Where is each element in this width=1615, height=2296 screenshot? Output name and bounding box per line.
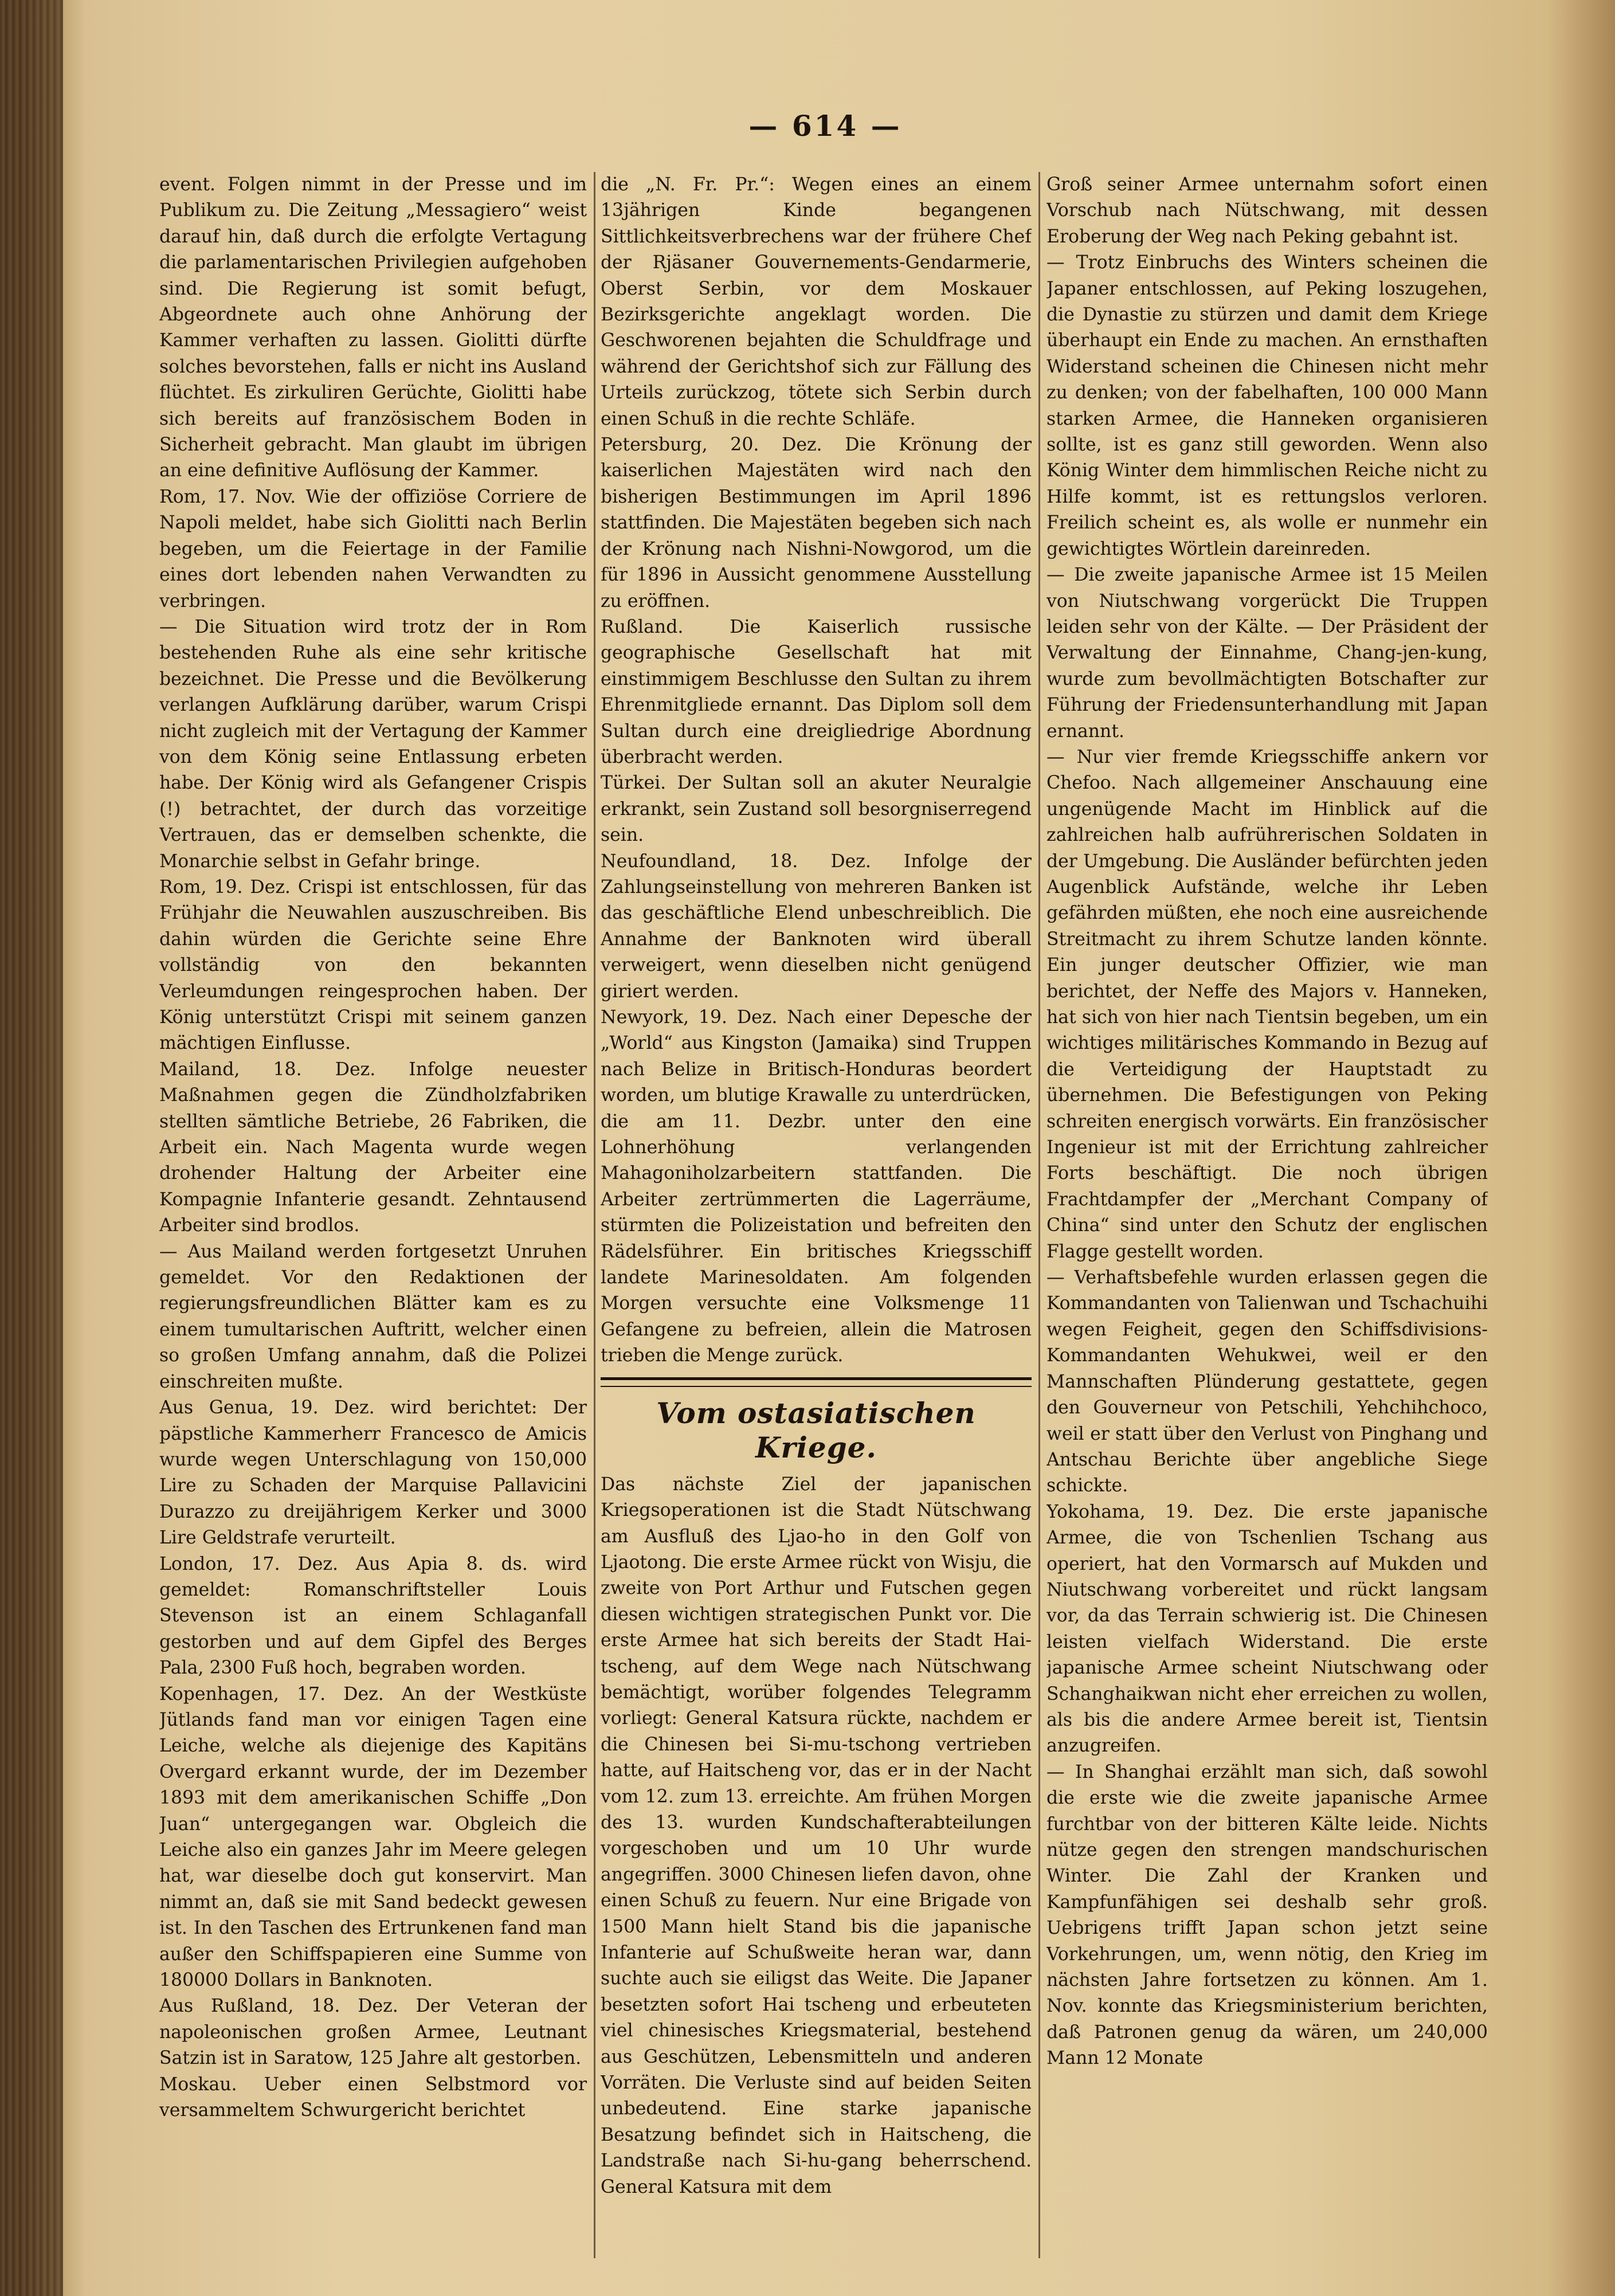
article-paragraph: Newyork, 19. Dez. Nach einer Depesche der „World“ aus Kingston (Jamaika) sind Truppen nach Belize in Britisch-Honduras beordert worden, um blutige Krawalle zu unterdrücken, die am 11. Dezbr. unter den eine Lohnerhöhung verlangenden Mahagoniholzarbeitern stattfanden. Die Arbeiter zertrümmerten die Lagerräume, stürmten die Polizeistation und befreiten den Rädelsführer. Ein britisches Kriegsschiff landete Marinesoldaten. Am folgenden Morgen versuchte eine Volksmenge 11 Gefangene zu befreien, allein die Matrosen trieben die Menge zurück.	[601, 1007, 1032, 1366]
article-paragraph: Kopenhagen, 17. Dez. An der Westküste Jütlands fand man vor einigen Tagen eine Leiche, welche als diejenige des Kapitäns Overgard erkannt wurde, der im Dezember 1893 mit dem amerikanischen Schiffe „Don Juan“ untergegangen war. Obgleich die Leiche also ein ganzes Jahr im Meere gelegen hat, war dieselbe doch gut konservirt. Man nimmt an, daß sie mit Sand bedeckt gewesen ist. In den Taschen des Ertrunkenen fand man außer den Schiffspapieren eine Summe von 180000 Dollars in Banknoten.	[159, 1683, 587, 1991]
article-paragraph: event. Folgen nimmt in der Presse und im Publikum zu. Die Zeitung „Messagiero“ weist darauf hin, daß durch die erfolgte Vertagung die parlamentarischen Privilegien aufgehoben sind. Die Regierung ist somit befugt, Abgeordnete auch ohne Anhörung der Kammer verhaften zu lassen. Giolitti dürfte solches bevorstehen, falls er nicht ins Ausland flüchtet. Es zirkuliren Gerüchte, Giolitti habe sich bereits auf französischem Boden in Sicherheit gebracht. Man glaubt im übrigen an eine definitive Auflösung der Kammer.	[159, 174, 587, 481]
article-paragraph: Das nächste Ziel der japanischen Kriegsoperationen ist die Stadt Nütschwang am Ausfluß des Ljao-ho in den Golf von Ljaotong. Die erste Armee rückt von Wisju, die zweite von Port Arthur und Futschen gegen diesen wichtigen strategischen Punkt vor. Die erste Armee hat sich bereits der Stadt Hai-tscheng, auf dem Wege nach Nütschwang bemächtigt, worüber folgendes Telegramm vorliegt: General Katsura rückte, nachdem er die Chinesen bei Si-mu-tschong vertrieben hatte, auf Haitscheng vor, das er in der Nacht vom 12. zum 13. erreichte. Am frühen Morgen des 13. wurden Kundschafterabteilungen vorgeschoben und um 10 Uhr wurde angegriffen. 3000 Chinesen liefen davon, ohne einen Schuß zu feuern. Nur eine Brigade von 1500 Mann hielt Stand bis die japanische Infanterie auf Schußweite heran war, dann suchte auch sie eiligst das Weite. Die Japaner besetzten sofort Hai tscheng und erbeuteten viel chinesisches Kriegsmaterial, bestehend aus Geschützen, Lebensmitteln und anderen Vorräten. Die Verluste sind auf beiden Seiten unbedeutend. Eine starke japanische Besatzung befindet sich in Haitscheng, die Landstraße nach Si-hu-gang beherrschend. General Katsura mit dem	[601, 1474, 1032, 2197]
article-paragraph: Moskau. Ueber einen Selbstmord vor versammeltem Schwurgericht berichtet	[159, 2074, 587, 2121]
column-rule	[594, 172, 595, 2258]
section-divider	[601, 1377, 1032, 1387]
article-paragraph: Neufoundland, 18. Dez. Infolge der Zahlungseinstellung von mehreren Banken ist das geschäftliche Elend unbeschreiblich. Die Annahme der Banknoten wird überall verweigert, wenn dieselben nicht genügend giriert werden.	[601, 851, 1032, 1002]
article-paragraph: London, 17. Dez. Aus Apia 8. ds. wird gemeldet: Romanschriftsteller Louis Stevenson ist an einem Schlaganfall gestorben und auf dem Gipfel des Berges Pala, 2300 Fuß hoch, begraben worden.	[159, 1553, 587, 1679]
article-paragraph: — Die zweite japanische Armee ist 15 Meilen von Niutschwang vorgerückt Die Truppen leiden sehr von der Kälte. — Der Präsident der Verwaltung der Einnahme, Chang-jen-kung, wurde zum bevollmächtigten Botschafter zur Führung der Friedensunterhandlung mit Japan ernannt.	[1046, 565, 1488, 742]
article-paragraph: Rom, 17. Nov. Wie der offiziöse Corriere de Napoli meldet, habe sich Giolitti nach Berlin begeben, um die Feiertage in der Familie eines dort lebenden nahen Verwandten zu verbringen.	[159, 486, 587, 612]
article-paragraph: Groß seiner Armee unternahm sofort einen Vorschub nach Nütschwang, mit dessen Eroberung der Weg nach Peking gebahnt ist.	[1046, 174, 1488, 247]
article-paragraph: — Aus Mailand werden fortgesetzt Unruhen gemeldet. Vor den Redaktionen der regierungsfreundlichen Blätter kam es zu einem tumultarischen Auftritt, welcher einen so großen Umfang annahm, daß die Polizei einschreiten mußte.	[159, 1241, 587, 1392]
section-headline: Vom ostasiatischen Kriege.	[656, 1396, 976, 1464]
article-paragraph: Aus Rußland, 18. Dez. Der Veteran der napoleonischen großen Armee, Leutnant Satzin ist in Saratow, 125 Jahre alt gestorben.	[159, 1996, 587, 2069]
column-left	[159, 172, 587, 2264]
book-spine	[0, 0, 63, 2296]
article-paragraph: Petersburg, 20. Dez. Die Krönung der kaiserlichen Majestäten wird nach den bisherigen Bestimmungen im April 1896 stattfinden. Die Majestäten begeben sich nach der Krönung nach Nishni-Nowgorod, um die für 1896 in Aussicht genommene Ausstellung zu eröffnen.	[601, 434, 1032, 612]
column-middle	[601, 172, 1032, 2264]
article-paragraph: — Die Situation wird trotz der in Rom bestehenden Ruhe als eine sehr kritische bezeichnet. Die Presse und die Bevölkerung verlangen Aufklärung darüber, warum Crispi nicht zugleich mit der Vertagung der Kammer von dem König seine Entlassung erbeten habe. Der König wird als Gefangener Crispis (!) betrachtet, der durch das vorzeitige Vertrauen, das er demselben schenkte, die Monarchie selbst in Gefahr bringe.	[159, 616, 587, 872]
page-number: — 614 —	[748, 109, 902, 143]
column-rule	[1038, 172, 1040, 2258]
article-paragraph: Rußland. Die Kaiserlich russische geographische Gesellschaft hat mit einstimmigem Beschlusse den Sultan zu ihrem Ehrenmitgliede ernannt. Das Diplom soll dem Sultan durch eine dreigliedrige Abordnung überbracht werden.	[601, 616, 1032, 767]
article-paragraph: — In Shanghai erzählt man sich, daß sowohl die erste wie die zweite japanische Armee furchtbar von der bitteren Kälte leide. Nichts nütze gegen den strengen mandschurischen Winter. Die Zahl der Kranken und Kampfunfähigen sei deshalb sehr groß. Uebrigens trifft Japan schon jetzt seine Vorkehrungen, um, wenn nötig, den Krieg im nächsten Jahre fortsetzen zu können. Am 1. Nov. konnte das Kriegsministerium berichten, daß Patronen genug da wären, um 240,000 Mann 12 Monate	[1046, 1761, 1488, 2069]
article-paragraph: Mailand, 18. Dez. Infolge neuester Maßnahmen gegen die Zündholzfabriken stellten sämtliche Betriebe, 26 Fabriken, die Arbeit ein. Nach Magenta wurde wegen drohender Haltung der Arbeiter eine Kompagnie Infanterie gesandt. Zehntausend Arbeiter sind brodlos.	[159, 1059, 587, 1236]
article-paragraph: Türkei. Der Sultan soll an akuter Neuralgie erkrankt, sein Zustand soll besorgniserregend sein.	[601, 773, 1032, 846]
article-paragraph: Rom, 19. Dez. Crispi ist entschlossen, für das Frühjahr die Neuwahlen auszuschreiben. Bis dahin würden die Gerichte seine Ehre vollständig von den bekannten Verleumdungen reingesprochen haben. Der König unterstützt Crispi mit seinem ganzen mächtigen Einflusse.	[159, 876, 587, 1054]
article-paragraph: — Nur vier fremde Kriegsschiffe ankern vor Chefoo. Nach allgemeiner Anschauung eine ungenügende Macht im Hinblick auf die zahlreichen halb aufrührerischen Soldaten in der Umgebung. Die Ausländer befürchten jeden Augenblick Aufstände, welche ihr Leben gefährden müßten, ehe noch eine ausreichende Streitmacht zu ihrem Schutze landen könnte. Ein junger deutscher Offizier, wie man berichtet, der Neffe des Majors v. Hanneken, hat sich von hier nach Tientsin begeben, um ein wichtiges militärisches Kommando in Bezug auf die Verteidigung der Hauptstadt zu übernehmen. Die Befestigungen von Peking schreiten energisch vorwärts. Ein französischer Ingenieur ist mit der Errichtung zahlreicher Forts beschäftigt. Die noch übrigen Frachtdampfer der „Merchant Company of China“ sind unter den Schutz der englischen Flagge gestellt worden.	[1046, 746, 1488, 1262]
article-paragraph: die „N. Fr. Pr.“: Wegen eines an einem 13jährigen Kinde begangenen Sittlichkeitsverbrechens war der frühere Chef der Rjäsaner Gouvernements-Gendarmerie, Oberst Serbin, vor dem Moskauer Bezirksgerichte angeklagt worden. Die Geschworenen bejahten die Schuldfrage und während der Gerichtshof sich zur Fällung des Urteils zurückzog, tötete sich Serbin durch einen Schuß in die rechte Schläfe.	[601, 174, 1032, 429]
article-paragraph: Aus Genua, 19. Dez. wird berichtet: Der päpstliche Kammerherr Francesco de Amicis wurde wegen Unterschlagung von 150,000 Lire zu Schaden der Marquise Pallavicini Durazzo zu dreijährigem Kerker und 3000 Lire Geldstrafe verurteilt.	[159, 1397, 587, 1549]
column-right	[1046, 172, 1488, 2264]
article-paragraph: — Verhaftsbefehle wurden erlassen gegen die Kommandanten von Talienwan und Tschachuihi wegen Feigheit, gegen den Schiffsdivisions-Kommandanten Wehukwei, weil er den Mannschaften Plünderung gestattete, gegen den Gouverneur von Petschili, Yehchihchoco, weil er statt über den Verlust von Pinghang und Antschau Berichte über angebliche Siege schickte.	[1046, 1267, 1488, 1496]
article-paragraph: — Trotz Einbruchs des Winters scheinen die Japaner entschlossen, auf Peking loszugehen, die Dynastie zu stürzen und damit dem Kriege überhaupt ein Ende zu machen. An ernsthaften Widerstand scheinen die Chinesen nicht mehr zu denken; von der fabelhaften, 100 000 Mann starken Armee, die Hanneken organisieren sollte, ist es ganz still geworden. Wenn also König Winter dem himmlischen Reiche nicht zu Hilfe kommt, ist es rettungslos verloren. Freilich scheint es, als wolle er nunmehr ein gewichtigtes Wörtlein dareinreden.	[1046, 252, 1488, 559]
article-paragraph: Yokohama, 19. Dez. Die erste japanische Armee, die von Tschenlien Tschang aus operiert, hat den Vormarsch auf Mukden und Niutschwang vorbereitet und rückt langsam vor, da das Terrain schwierig ist. Die Chinesen leisten vielfach Widerstand. Die erste japanische Armee scheint Niutschwang oder Schanghaikwan nicht eher erreichen zu wollen, als bis die andere Armee bereit ist, Tientsin anzugreifen.	[1046, 1501, 1488, 1757]
